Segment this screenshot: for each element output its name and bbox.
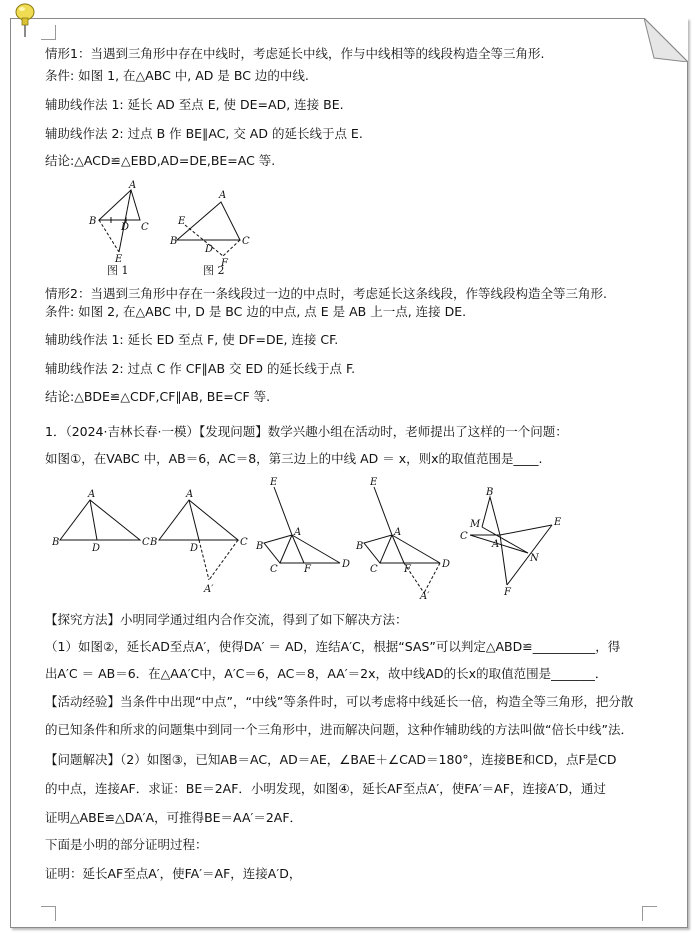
svg-text:A: A [394, 527, 402, 538]
svg-text:D: D [92, 543, 101, 554]
svg-text:D: D [121, 222, 130, 233]
problem-solve-2: 的中点，连接AF．求证：BE＝2AF．小明发现，如图④，延长AF至点A′，使FA′＝AF，连接A′D，通过 [45, 781, 606, 796]
figure-d-labels [355, 477, 450, 600]
figures-1-to-4 [52, 475, 572, 600]
problem-step1a: （1）如图②，延长AD至点A′，使得DA′ ＝ AD，连结A′C，根据“SAS”可以判定△ABD≌__________，得 [45, 639, 621, 654]
page-fold-corner [644, 18, 688, 62]
figure-b-labels [149, 489, 248, 595]
margin-mark-top-left [41, 25, 56, 40]
svg-text:A: A [88, 489, 96, 500]
svg-text:B: B [150, 537, 158, 548]
problem-explore: 【探究方法】小明同学通过组内合作交流，得到了如下解决方法： [45, 612, 408, 627]
figure-d [364, 487, 440, 593]
svg-text:B: B [486, 487, 494, 498]
svg-text:E: E [370, 477, 378, 488]
svg-text:F: F [221, 258, 228, 269]
figure-1 [99, 190, 140, 252]
case1-conclusion: 结论:△ACD≌△EBD,AD=DE,BE=AC 等. [45, 153, 276, 168]
svg-text:C: C [141, 222, 149, 233]
problem-intro: 1．（2024·吉林长春·一模）【发现问题】数学兴趣小组在活动时，老师提出了这样的一个问题： [45, 424, 568, 439]
svg-text:C: C [270, 564, 278, 575]
svg-text:D: D [205, 244, 214, 255]
svg-text:C: C [370, 564, 378, 575]
case2-conclusion: 结论:△BDE≌△CDF,CF∥AB, BE=CF 等. [45, 389, 271, 404]
svg-text:B: B [356, 541, 364, 552]
case1-condition: 条件: 如图 1, 在△ABC 中, AD 是 BC 边的中线. [45, 68, 309, 83]
problem-solve-3: 证明△ABE≌△DA′A，可推得BE＝AA′＝2AF． [45, 810, 303, 825]
svg-text:N: N [530, 553, 539, 564]
svg-text:B: B [256, 541, 264, 552]
problem-proof-head: 下面是小明的部分证明过程： [45, 837, 208, 852]
figure-a [60, 500, 140, 540]
case1-method1: 辅助线作法 1: 延长 AD 至点 E, 使 DE=AD, 连接 BE. [45, 97, 344, 112]
margin-mark-bottom-left [41, 906, 56, 921]
problem-solve-1: 【问题解决】（2）如图③，已知AB＝AC，AD＝AE，∠BAE＋∠CAD＝180°，连接BE和CD，点F是CD [45, 752, 617, 767]
case2-title: 情形2：当遇到三角形中存在一条线段过一边的中点时，考虑延长这条线段，作等线段构造全等三角形. [45, 286, 607, 301]
pushpin-icon [12, 3, 38, 39]
svg-text:B: B [170, 236, 178, 247]
problem-step1b: 出A′C ＝ AB＝6．在△AA′C中，A′C＝6，AC＝8，AA′＝2x，故中线AD的长x的取值范围是_______． [45, 666, 608, 681]
margin-mark-bottom-right [642, 906, 657, 921]
svg-text:B: B [89, 216, 97, 227]
svg-text:E: E [178, 216, 186, 227]
case2-method2: 辅助线作法 2: 过点 C 作 CF∥AB 交 ED 的延长线于点 F. [45, 361, 356, 376]
figure-e [470, 497, 552, 585]
svg-text:M: M [470, 519, 481, 530]
svg-text:A′: A′ [204, 584, 214, 595]
problem-experience-1: 【活动经验】当条件中出现“中点”，“中线”等条件时，可以考虑将中线延长一倍，构造全等三角形，把分散 [45, 694, 634, 709]
case1-title: 情形1：当遇到三角形中存在中线时，考虑延长中线，作与中线相等的线段构造全等三角形. [45, 46, 545, 61]
svg-text:C: C [460, 531, 468, 542]
svg-text:A: A [492, 539, 500, 550]
svg-text:A: A [294, 527, 302, 538]
svg-text:D: D [342, 559, 351, 570]
svg-text:F: F [404, 564, 411, 575]
fig2-caption: 图 2 [203, 264, 225, 277]
problem-proof-line: 证明：延长AF至点A′，使FA′＝AF，连接A′D， [45, 866, 302, 881]
svg-text:C: C [142, 537, 150, 548]
svg-text:A: A [186, 489, 194, 500]
case1-method2: 辅助线作法 2: 过点 B 作 BE∥AC, 交 AD 的延长线于点 E. [45, 126, 363, 141]
figure-a-labels [52, 489, 150, 554]
svg-text:D: D [190, 543, 199, 554]
svg-text:B: B [52, 537, 60, 548]
svg-text:F: F [304, 564, 311, 575]
svg-text:A′: A′ [420, 591, 430, 600]
svg-text:A: A [129, 180, 137, 191]
figure-2-labels [169, 190, 250, 277]
figure-1-labels [88, 180, 149, 277]
svg-text:C: C [240, 537, 248, 548]
svg-text:F: F [504, 587, 511, 598]
problem-question: 如图①，在VABC 中，AB＝6，AC＝8，第三边上的中线 AD ＝ x，则x的取值范围是____. [45, 451, 543, 466]
figure-1-and-2 [85, 180, 260, 280]
figure-c [264, 487, 340, 563]
svg-text:E: E [270, 477, 278, 488]
figure-e-labels [460, 487, 562, 598]
svg-text:C: C [242, 236, 250, 247]
case2-method1: 辅助线作法 1: 延长 ED 至点 F, 使 DF=DE, 连接 CF. [45, 332, 339, 347]
case2-condition: 条件: 如图 2, 在△ABC 中, D 是 BC 边的中点, 点 E 是 AB 上一点, 连接 DE. [45, 304, 467, 319]
figure-b [159, 500, 238, 580]
svg-text:E: E [115, 254, 123, 265]
problem-experience-2: 的已知条件和所求的问题集中到同一个三角形中，进而解决问题，这种作辅助线的方法叫做“倍长中线”法． [45, 722, 633, 737]
svg-text:D: D [442, 559, 451, 570]
svg-text:E: E [554, 517, 562, 528]
fig1-caption: 图 1 [107, 264, 129, 277]
svg-text:A: A [219, 190, 227, 201]
